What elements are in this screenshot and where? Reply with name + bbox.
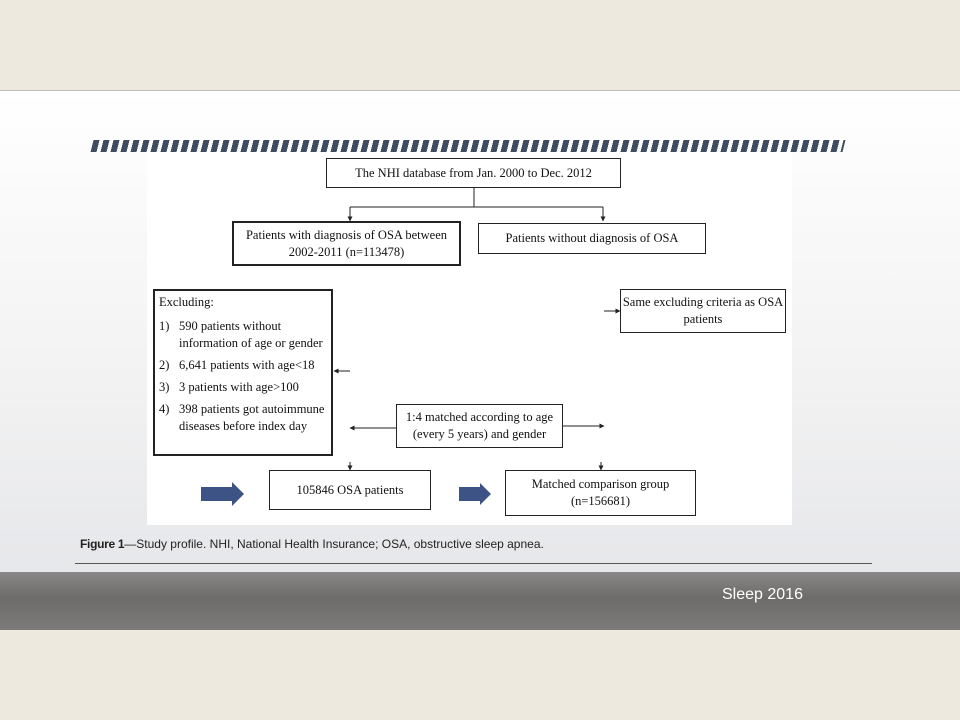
excluding-title: Excluding: — [159, 295, 214, 309]
caption-divider — [75, 563, 872, 564]
citation-text: Sleep 2016 — [722, 586, 803, 603]
no-osa-diagnosis-box: Patients without diagnosis of OSA — [478, 223, 706, 254]
osa-patients-box: 105846 OSA patients — [269, 470, 431, 510]
osa-diagnosis-box: Patients with diagnosis of OSA between 2002-2011 (n=113478) — [232, 221, 461, 266]
caption-text: —Study profile. NHI, National Health Insurance; OSA, obstructive sleep apnea. — [124, 537, 544, 551]
matching-rule-box: 1:4 matched according to age (every 5 years) and gender — [396, 404, 563, 448]
nhi-database-box: The NHI database from Jan. 2000 to Dec. 2012 — [326, 158, 621, 188]
exclusion-item: 3) 3 patients with age>100 — [159, 380, 299, 394]
comparison-group-box: Matched comparison group (n=156681) — [505, 470, 696, 516]
exclusion-item: 1) 590 patients without information of age or gender — [159, 319, 323, 350]
figure-caption — [80, 537, 544, 551]
exclusion-criteria-box — [153, 289, 333, 456]
exclusion-item: 4) 398 patients got autoimmune diseases before index day — [159, 402, 325, 433]
decorative-stripe-bar — [91, 140, 846, 152]
caption-label: Figure 1 — [80, 537, 125, 551]
exclusion-item: 2) 6,641 patients with age<18 — [159, 357, 315, 372]
same-excluding-criteria-box: Same excluding criteria as OSA patients — [620, 289, 786, 333]
footer-band — [0, 572, 960, 630]
